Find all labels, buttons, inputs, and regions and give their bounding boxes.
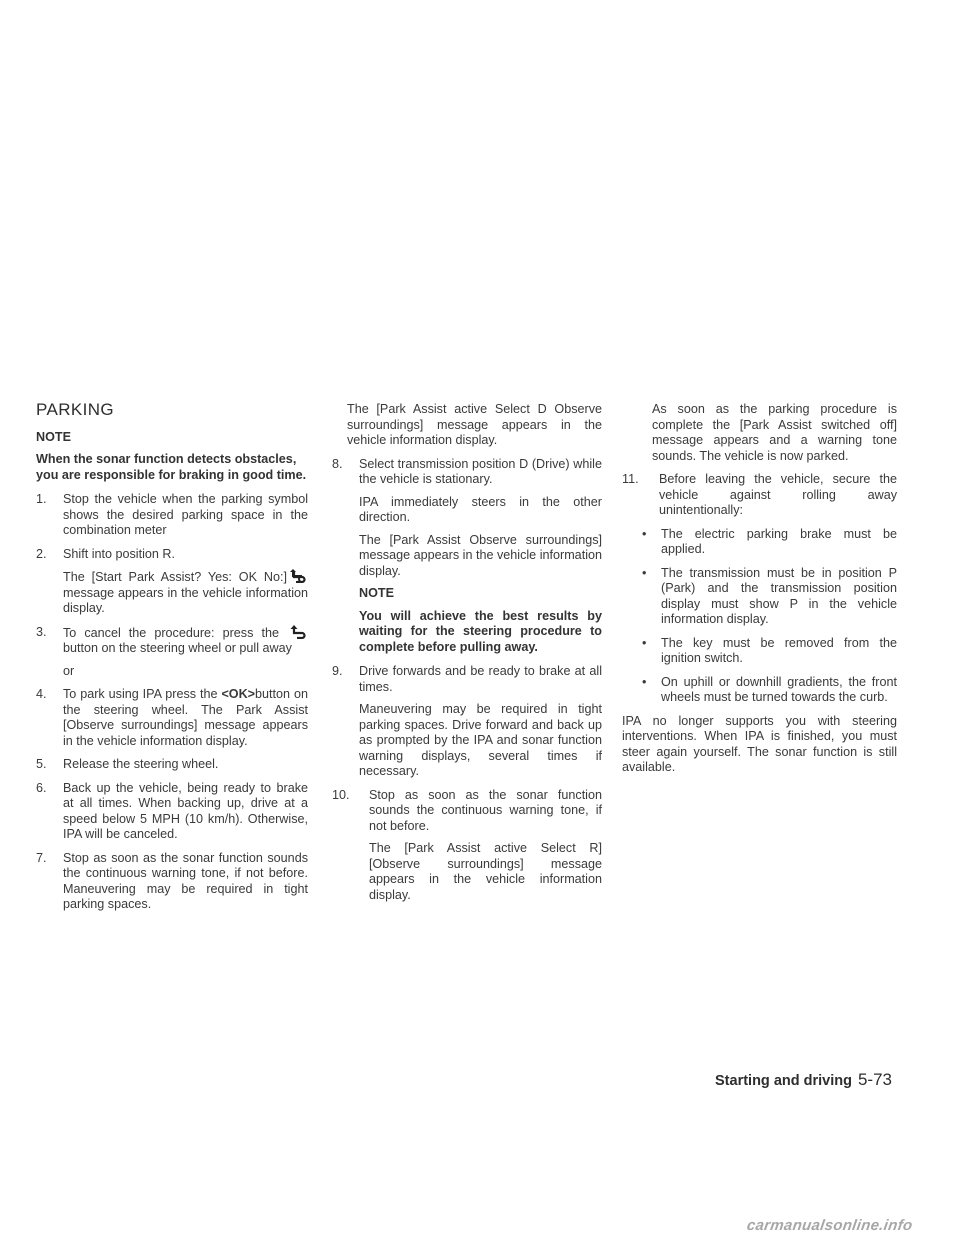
step-number: 7. bbox=[36, 850, 47, 865]
step-continuation: Maneuvering may be required in tight parking spaces. Drive forward and back up as prompted by the IPA and sonar function warning displays, several times if necessary. bbox=[359, 702, 602, 778]
step-text: Stop as soon as the sonar function sounds the continuous warning tone, if not before. bbox=[369, 787, 602, 833]
back-arrow-icon bbox=[290, 569, 308, 583]
bullet-item: • The electric parking brake must be applied. bbox=[642, 526, 897, 556]
step-number: 9. bbox=[332, 664, 343, 678]
step-number: 10. bbox=[332, 787, 350, 802]
step-11 bbox=[622, 472, 897, 519]
column-1 bbox=[36, 402, 308, 921]
step-10 bbox=[332, 788, 602, 904]
column-3 bbox=[622, 402, 897, 784]
bullet-item: • On uphill or downhill gradients, the front wheels must be turned towards the curb. bbox=[642, 674, 897, 704]
page-number: 5-73 bbox=[857, 1070, 892, 1089]
step-continuation: The [Park Assist Observe surroundings] message appears in the vehicle information display. bbox=[359, 532, 602, 578]
note-text: When the sonar function detects obstacles, you are responsible for braking in good time. bbox=[36, 452, 307, 482]
step-continuation: The [Park Assist active Select R] [Observe surroundings] message appears in the vehicle information display. bbox=[369, 841, 602, 902]
step-continuation: IPA immediately steers in the other direction. bbox=[359, 494, 602, 524]
closing-paragraph: IPA no longer supports you with steering interventions. When IPA is finished, you must steer again yourself. The sonar function is still available. bbox=[622, 713, 897, 774]
bullet-dot: • bbox=[642, 526, 647, 541]
bullet-item: • The key must be removed from the ignition switch. bbox=[642, 635, 897, 665]
back-arrow-icon bbox=[290, 625, 308, 639]
step-text: Release the steering wheel. bbox=[63, 757, 219, 771]
section-title: PARKING bbox=[36, 400, 115, 419]
note-text: You will achieve the best results by waiting for the steering procedure to complete before pulling away. bbox=[359, 608, 602, 654]
step-text: Stop as soon as the sonar function sounds the continuous warning tone, if not before. Maneuvering may be required in tight parking spaces. bbox=[63, 850, 308, 911]
bullet-item: • The transmission must be in position P (Park) and the transmission position display must show P in the vehicle information display. bbox=[642, 565, 897, 626]
step-text: Stop the vehicle when the parking symbol shows the desired parking space in the combination meter bbox=[63, 492, 308, 537]
step-continuation: The [Start Park Assist? Yes: OK No:] message appears in the vehicle information display. bbox=[63, 570, 308, 615]
step-6 bbox=[36, 781, 308, 843]
step-number: 5. bbox=[36, 757, 47, 771]
step-9 bbox=[332, 664, 602, 780]
step-4 bbox=[36, 687, 308, 749]
step-number: 3. bbox=[36, 624, 47, 639]
step-7-continuation: The [Park Assist active Select D Observe surroundings] message appears in the vehicle information display. bbox=[347, 402, 602, 447]
bullet-dot: • bbox=[642, 635, 647, 650]
step-text: To cancel the procedure: press the button on the steering wheel or pull away bbox=[63, 625, 308, 657]
step-number: 4. bbox=[36, 687, 47, 701]
column-2 bbox=[332, 402, 602, 911]
step-or: or bbox=[63, 663, 75, 678]
note-label: NOTE bbox=[36, 429, 71, 444]
step-1 bbox=[36, 492, 308, 539]
step-3 bbox=[36, 625, 308, 680]
step-2 bbox=[36, 547, 308, 617]
step-number: 2. bbox=[36, 546, 47, 561]
step-10-continuation: As soon as the parking procedure is complete the [Park Assist switched off] message appears and a warning tone sounds. The vehicle is now parked. bbox=[652, 402, 897, 463]
step-text: Shift into position R. bbox=[63, 546, 176, 561]
step-7 bbox=[36, 851, 308, 913]
step-text: To park using IPA press the <OK>button on the steering wheel. The Park Assist [Observe surroundings] message appears in the vehicle information display. bbox=[63, 687, 308, 748]
note-label: NOTE bbox=[359, 586, 394, 600]
step-number: 6. bbox=[36, 780, 47, 795]
bullet-dot: • bbox=[642, 674, 647, 689]
step-text: Back up the vehicle, being ready to brake at all times. When backing up, drive at a speed below 5 MPH (10 km/h). Otherwise, IPA will be canceled. bbox=[63, 780, 308, 841]
footer-section-title: Starting and driving bbox=[715, 1073, 852, 1089]
step-text: Select transmission position D (Drive) while the vehicle is stationary. bbox=[359, 456, 602, 486]
bullet-dot: • bbox=[642, 565, 647, 580]
page-footer bbox=[715, 1070, 892, 1090]
step-8 bbox=[332, 457, 602, 656]
ok-button-label: <OK> bbox=[221, 687, 256, 701]
step-number: 1. bbox=[36, 492, 47, 506]
step-number: 11. bbox=[622, 472, 639, 486]
step-5 bbox=[36, 757, 308, 773]
step-text: Before leaving the vehicle, secure the vehicle against rolling away unintentionally: bbox=[659, 472, 897, 517]
step-number: 8. bbox=[332, 456, 343, 471]
step-text: Drive forwards and be ready to brake at all times. bbox=[359, 664, 602, 694]
watermark: carmanualsonline.info bbox=[745, 1217, 914, 1234]
